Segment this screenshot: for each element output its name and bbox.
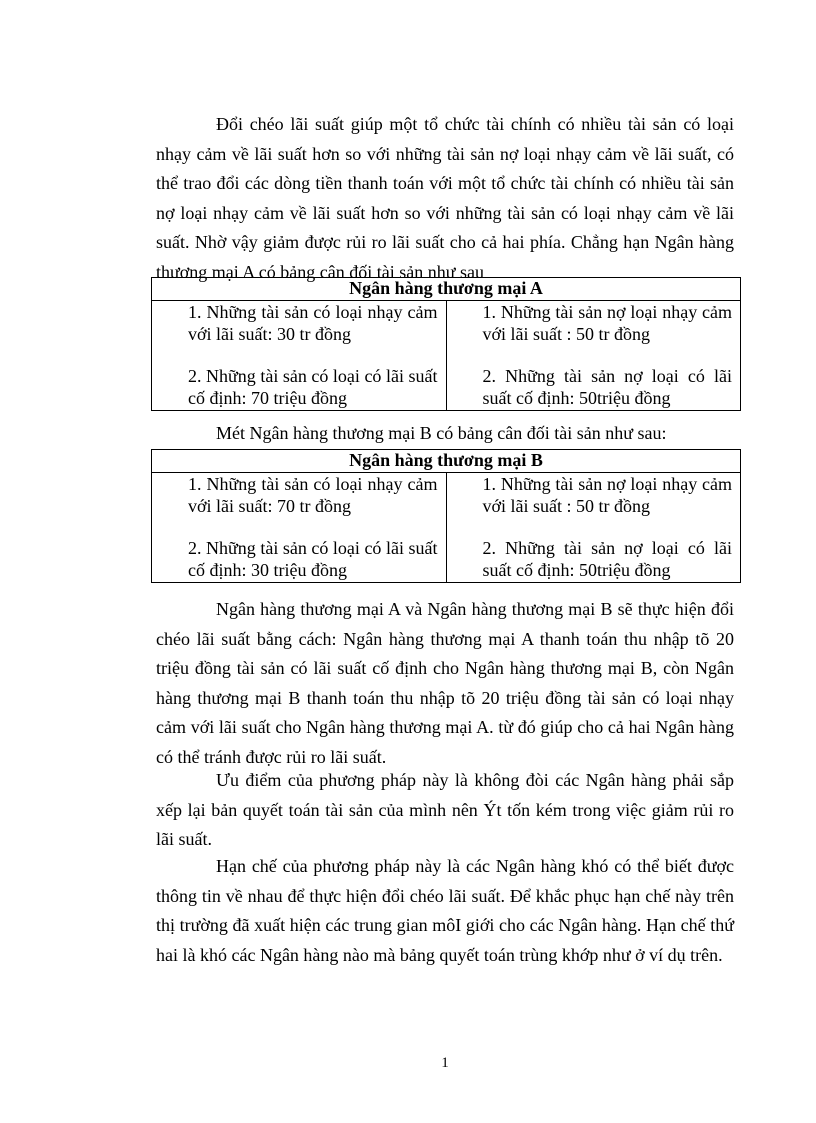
bank-b-balance-table: [151, 449, 741, 583]
bank-a-assets-cell: [152, 301, 447, 411]
bank-b-liability-item: 2. Những tài sản nợ loại có lãi suất cố định: 50triệu đồng: [482, 538, 732, 580]
bank-a-liability-item: 2. Những tài sản nợ loại có lãi suất cố định: 50triệu đồng: [482, 366, 732, 408]
page-number: 1: [441, 1055, 449, 1071]
bank-b-assets-cell: [152, 473, 447, 583]
bank-b-intro-line: Mét Ngân hàng thương mại B có bảng cân đối tài sản như sau:: [216, 423, 667, 443]
advantage-paragraph: Ưu điểm của phương pháp này là không đòi các Ngân hàng phải sắp xếp lại bản quyết toán tài sản của mình nên Ýt tốn kém trong việc giảm rủi ro lãi suất.: [156, 770, 734, 849]
bank-b-asset-item: 2. Những tài sản có loại có lãi suất cố định: 30 triệu đồng: [188, 538, 438, 580]
bank-b-liabilities-cell: [446, 473, 741, 583]
bank-b-liability-item: 1. Những tài sản nợ loại nhạy cảm với lãi suất : 50 tr đồng: [482, 474, 732, 516]
bank-a-asset-item: 2. Những tài sản có loại có lãi suất cố định: 70 triệu đồng: [188, 366, 438, 408]
bank-a-table-title: Ngân hàng thương mại A: [152, 278, 741, 301]
swap-paragraph: Ngân hàng thương mại A và Ngân hàng thương mại B sẽ thực hiện đổi chéo lãi suất bằng cách: Ngân hàng thương mại A thanh toán thu nhập tõ 20 triệu đồng tài sản có lãi suất cố định cho Ngân hàng thương mại B, còn Ngân hàng thương mại B thanh toán thu nhập tõ 20 triệu đồng tài sản có loại nhạy cảm với lãi suất cho Ngân hàng thương mại A. từ đó giúp cho cả hai Ngân hàng có thể tránh được rủi ro lãi suất.: [156, 599, 734, 767]
bank-b-table-title: Ngân hàng thương mại B: [152, 450, 741, 473]
bank-a-asset-item: 1. Những tài sản có loại nhạy cảm với lãi suất: 30 tr đồng: [188, 302, 438, 344]
limitation-paragraph: Hạn chế của phương pháp này là các Ngân hàng khó có thể biết được thông tin về nhau để thực hiện đổi chéo lãi suất. Để khắc phục hạn chế này trên thị trường đã xuất hiện các trung gian môI giới cho các Ngân hàng. Hạn chế thứ hai là khó các Ngân hàng nào mà bảng quyết toán trùng khớp như ở ví dụ trên.: [156, 856, 734, 965]
bank-a-liability-item: 1. Những tài sản nợ loại nhạy cảm với lãi suất : 50 tr đồng: [482, 302, 732, 344]
bank-a-liabilities-cell: [446, 301, 741, 411]
bank-a-balance-table: [151, 277, 741, 411]
bank-b-asset-item: 1. Những tài sản có loại nhạy cảm với lãi suất: 70 tr đồng: [188, 474, 438, 516]
intro-paragraph: Đổi chéo lãi suất giúp một tổ chức tài chính có nhiều tài sản có loại nhạy cảm về lãi suất hơn so với những tài sản nợ loại nhạy cảm về lãi suất, có thể trao đổi các dòng tiền thanh toán với một tổ chức tài chính có nhiều tài sản nợ loại nhạy cảm về lãi suất hơn so với những tài sản có loại nhạy cảm về lãi suất. Nhờ vậy giảm được rủi ro lãi suất cho cả hai phía. Chẳng hạn Ngân hàng thương mại A có bảng cân đối tài sản như sau: [156, 114, 734, 282]
